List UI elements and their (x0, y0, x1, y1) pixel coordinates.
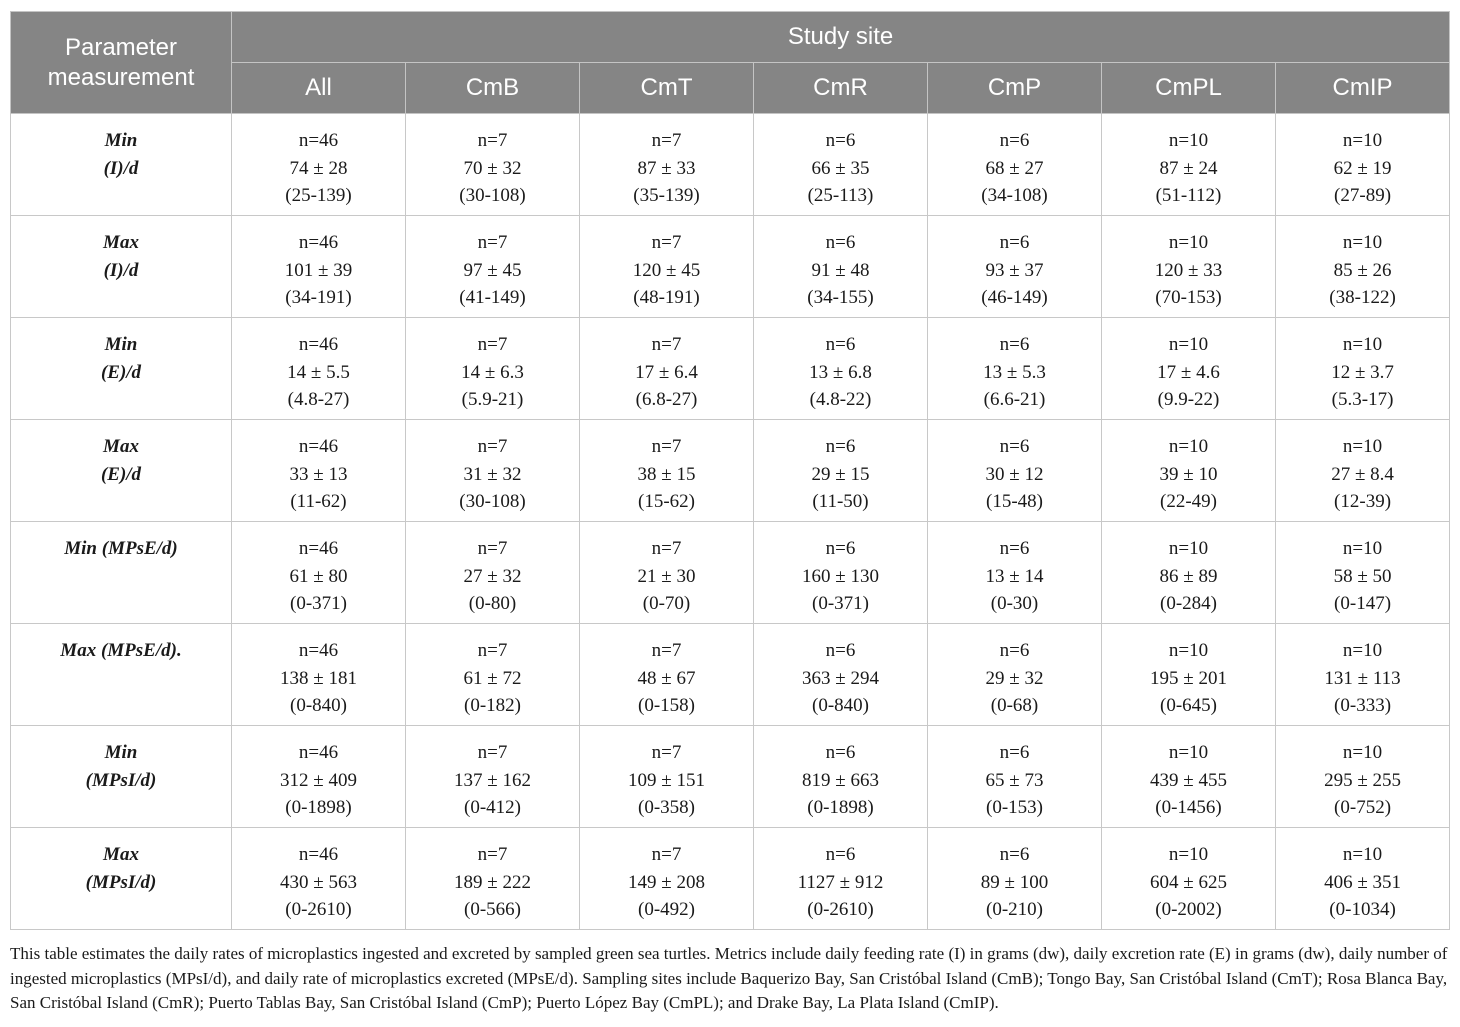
parameter-header (11, 12, 232, 114)
mean-sd: 48 ± 67 (637, 667, 696, 689)
table-cell-cmp (928, 828, 1102, 930)
table-row (11, 522, 1450, 624)
sample-size: n=7 (477, 334, 508, 355)
sample-size: n=10 (1168, 130, 1209, 151)
mean-sd: 91 ± 48 (811, 259, 870, 281)
range: (0-210) (986, 899, 1043, 920)
sample-size: n=46 (298, 538, 339, 559)
site-header-all: All (232, 63, 406, 114)
table-cell-cmt (580, 420, 754, 522)
table-cell-cmip (1276, 522, 1450, 624)
mean-sd: 439 ± 455 (1150, 769, 1227, 791)
range: (0-1034) (1329, 899, 1396, 920)
sample-size: n=10 (1342, 640, 1383, 661)
table-cell-cmpl (1102, 828, 1276, 930)
range: (6.8-27) (635, 389, 698, 410)
range: (0-840) (812, 695, 869, 716)
sample-size: n=7 (477, 538, 508, 559)
range: (5.3-17) (1331, 389, 1394, 410)
table-cell-cmp (928, 318, 1102, 420)
table-cell-cmb (406, 522, 580, 624)
table-row (11, 828, 1450, 930)
sample-size: n=6 (999, 844, 1030, 865)
table-cell-cmpl (1102, 726, 1276, 828)
sample-size: n=7 (651, 436, 682, 457)
table-cell-cmb (406, 216, 580, 318)
range: (11-62) (290, 491, 347, 512)
mean-sd: 17 ± 6.4 (635, 361, 698, 383)
sample-size: n=10 (1168, 844, 1209, 865)
table-cell-all (232, 624, 406, 726)
parameter-header-line2: measurement (47, 63, 195, 91)
range: (6.6-21) (983, 389, 1046, 410)
sample-size: n=7 (477, 232, 508, 253)
table-cell-cmip (1276, 318, 1450, 420)
sample-size: n=46 (298, 436, 339, 457)
sample-size: n=10 (1342, 232, 1383, 253)
sample-size: n=7 (477, 130, 508, 151)
sample-size: n=10 (1342, 334, 1383, 355)
table-cell-cmr (754, 318, 928, 420)
mean-sd: 68 ± 27 (985, 157, 1044, 179)
sample-size: n=6 (999, 640, 1030, 661)
mean-sd: 33 ± 13 (289, 463, 348, 485)
range: (22-49) (1160, 491, 1217, 512)
table-cell-cmpl (1102, 318, 1276, 420)
mean-sd: 819 ± 663 (802, 769, 879, 791)
mean-sd: 97 ± 45 (463, 259, 522, 281)
range: (0-333) (1334, 695, 1392, 716)
mean-sd: 295 ± 255 (1324, 769, 1401, 791)
row-label (11, 522, 232, 624)
table-cell-cmp (928, 726, 1102, 828)
sample-size: n=6 (825, 742, 856, 763)
sample-size: n=6 (999, 742, 1030, 763)
sample-size: n=6 (825, 844, 856, 865)
table-cell-all (232, 114, 406, 216)
row-label (11, 216, 232, 318)
table-row (11, 114, 1450, 216)
site-header-cmr: CmR (754, 63, 928, 114)
microplastics-table (10, 11, 1450, 930)
mean-sd: 21 ± 30 (637, 565, 696, 587)
mean-sd: 120 ± 33 (1154, 259, 1223, 281)
study-site-header: Study site (232, 12, 1450, 63)
mean-sd: 12 ± 3.7 (1331, 361, 1394, 383)
table-cell-cmpl (1102, 216, 1276, 318)
mean-sd: 66 ± 35 (811, 157, 870, 179)
range: (0-371) (290, 593, 347, 614)
mean-sd: 101 ± 39 (284, 259, 353, 281)
range: (0-2610) (807, 899, 874, 920)
row-label-line: Max (103, 844, 139, 865)
mean-sd: 87 ± 33 (637, 157, 696, 179)
range: (0-566) (464, 899, 521, 920)
mean-sd: 74 ± 28 (289, 157, 348, 179)
mean-sd: 13 ± 5.3 (983, 361, 1046, 383)
range: (0-358) (638, 797, 695, 818)
table-cell-all (232, 318, 406, 420)
mean-sd: 89 ± 100 (980, 871, 1049, 893)
site-header-cmb: CmB (406, 63, 580, 114)
range: (0-153) (986, 797, 1043, 818)
sample-size: n=46 (298, 130, 339, 151)
sample-size: n=7 (651, 640, 682, 661)
sample-size: n=46 (298, 844, 339, 865)
table-cell-cmt (580, 624, 754, 726)
table-row (11, 318, 1450, 420)
mean-sd: 70 ± 32 (463, 157, 522, 179)
mean-sd: 14 ± 5.5 (287, 361, 350, 383)
mean-sd: 13 ± 6.8 (809, 361, 872, 383)
sample-size: n=10 (1168, 538, 1209, 559)
table-cell-cmt (580, 216, 754, 318)
row-label-line: Max (103, 232, 139, 253)
mean-sd: 93 ± 37 (985, 259, 1044, 281)
sample-size: n=7 (477, 844, 508, 865)
sample-size: n=10 (1342, 538, 1383, 559)
mean-sd: 58 ± 50 (1333, 565, 1392, 587)
mean-sd: 30 ± 12 (985, 463, 1044, 485)
range: (0-412) (464, 797, 521, 818)
range: (25-139) (285, 185, 352, 206)
mean-sd: 13 ± 14 (985, 565, 1044, 587)
table-cell-cmip (1276, 624, 1450, 726)
mean-sd: 87 ± 24 (1159, 157, 1218, 179)
row-label-line: (E)/d (100, 463, 142, 485)
sample-size: n=46 (298, 640, 339, 661)
range: (0-492) (638, 899, 695, 920)
range: (12-39) (1334, 491, 1392, 512)
table-body (11, 114, 1450, 930)
row-label-line: Min (104, 334, 138, 355)
sample-size: n=7 (651, 742, 682, 763)
mean-sd: 131 ± 113 (1324, 667, 1401, 689)
row-label-line: (I)/d (103, 259, 139, 281)
range: (51-112) (1155, 185, 1222, 206)
mean-sd: 149 ± 208 (628, 871, 705, 893)
range: (15-62) (638, 491, 695, 512)
range: (15-48) (986, 491, 1043, 512)
range: (0-2610) (285, 899, 352, 920)
sample-size: n=6 (825, 130, 856, 151)
mean-sd: 137 ± 162 (454, 769, 531, 791)
row-label-line: Max (103, 436, 139, 457)
range: (0-1456) (1155, 797, 1222, 818)
sample-size: n=10 (1168, 742, 1209, 763)
table-cell-cmp (928, 624, 1102, 726)
range: (11-50) (812, 491, 869, 512)
sample-size: n=7 (651, 538, 682, 559)
site-header-cmip: CmIP (1276, 63, 1450, 114)
mean-sd: 189 ± 222 (454, 871, 531, 893)
mean-sd: 312 ± 409 (280, 769, 357, 791)
table-cell-cmip (1276, 828, 1450, 930)
mean-sd: 195 ± 201 (1150, 667, 1227, 689)
mean-sd: 109 ± 151 (628, 769, 705, 791)
table-cell-cmt (580, 828, 754, 930)
sample-size: n=10 (1168, 436, 1209, 457)
table-cell-cmr (754, 828, 928, 930)
sample-size: n=6 (999, 130, 1030, 151)
row-label (11, 114, 232, 216)
sample-size: n=6 (999, 232, 1030, 253)
mean-sd: 1127 ± 912 (797, 871, 884, 893)
sample-size: n=46 (298, 742, 339, 763)
mean-sd: 85 ± 26 (1333, 259, 1392, 281)
sample-size: n=7 (651, 334, 682, 355)
range: (0-1898) (807, 797, 874, 818)
table-cell-cmip (1276, 420, 1450, 522)
table-cell-cmip (1276, 216, 1450, 318)
mean-sd: 17 ± 4.6 (1157, 361, 1220, 383)
table-cell-cmt (580, 318, 754, 420)
range: (0-147) (1334, 593, 1392, 614)
mean-sd: 31 ± 32 (463, 463, 522, 485)
range: (70-153) (1155, 287, 1222, 308)
range: (4.8-27) (287, 389, 350, 410)
mean-sd: 430 ± 563 (280, 871, 357, 893)
range: (34-155) (807, 287, 874, 308)
range: (35-139) (633, 185, 700, 206)
table-row (11, 216, 1450, 318)
table-cell-cmb (406, 420, 580, 522)
table-cell-cmb (406, 318, 580, 420)
row-label-line: (MPsI/d) (85, 769, 157, 791)
table-cell-cmpl (1102, 114, 1276, 216)
sample-size: n=46 (298, 232, 339, 253)
table-cell-cmr (754, 216, 928, 318)
table-cell-cmr (754, 114, 928, 216)
table-cell-all (232, 420, 406, 522)
table-cell-all (232, 216, 406, 318)
range: (9.9-22) (1157, 389, 1220, 410)
mean-sd: 61 ± 72 (463, 667, 522, 689)
table-row (11, 420, 1450, 522)
sample-size: n=7 (477, 640, 508, 661)
sample-size: n=10 (1342, 742, 1383, 763)
range: (0-70) (642, 593, 691, 614)
sample-size: n=6 (825, 232, 856, 253)
table-container (10, 11, 1449, 930)
mean-sd: 38 ± 15 (637, 463, 696, 485)
table-cell-cmp (928, 216, 1102, 318)
mean-sd: 406 ± 351 (1324, 871, 1401, 893)
mean-sd: 27 ± 8.4 (1331, 463, 1394, 485)
table-cell-cmip (1276, 726, 1450, 828)
row-label-line: (I)/d (103, 157, 139, 179)
table-row (11, 624, 1450, 726)
sample-size: n=6 (825, 538, 856, 559)
sample-size: n=10 (1168, 640, 1209, 661)
row-label (11, 624, 232, 726)
table-cell-cmb (406, 114, 580, 216)
mean-sd: 86 ± 89 (1159, 565, 1218, 587)
table-cell-cmb (406, 726, 580, 828)
mean-sd: 29 ± 15 (811, 463, 870, 485)
mean-sd: 14 ± 6.3 (461, 361, 524, 383)
table-cell-cmb (406, 624, 580, 726)
table-cell-cmr (754, 420, 928, 522)
sample-size: n=10 (1342, 844, 1383, 865)
range: (0-840) (290, 695, 347, 716)
range: (4.8-22) (809, 389, 872, 410)
row-label (11, 828, 232, 930)
mean-sd: 65 ± 73 (985, 769, 1044, 791)
table-cell-cmp (928, 522, 1102, 624)
range: (46-149) (981, 287, 1048, 308)
range: (0-645) (1160, 695, 1217, 716)
table-cell-cmpl (1102, 420, 1276, 522)
range: (41-149) (459, 287, 526, 308)
range: (0-68) (990, 695, 1039, 716)
site-header-cmpl: CmPL (1102, 63, 1276, 114)
table-cell-cmt (580, 522, 754, 624)
mean-sd: 39 ± 10 (1159, 463, 1218, 485)
row-label-line: Min (104, 742, 138, 763)
range: (0-182) (464, 695, 521, 716)
row-label-line: (MPsI/d) (85, 871, 157, 893)
mean-sd: 160 ± 130 (802, 565, 879, 587)
site-header-cmp: CmP (928, 63, 1102, 114)
table-cell-cmb (406, 828, 580, 930)
sample-size: n=6 (999, 538, 1030, 559)
table-cell-cmt (580, 114, 754, 216)
sample-size: n=6 (825, 334, 856, 355)
sample-size: n=7 (651, 232, 682, 253)
parameter-header-line1: Parameter (64, 33, 178, 61)
sample-size: n=6 (825, 436, 856, 457)
table-footnote: This table estimates the daily rates of microplastics ingested and excreted by sampled green sea turtles. Metrics include daily feeding rate (I) in grams (dw), daily excretion rate (E) in grams (dw), daily number of ingested microplastics (MPsI/d), and daily rate of microplastics excreted (MPsE/d). Sampling sites include Baquerizo Bay, San Cristóbal Island (CmB); Tongo Bay, San Cristóbal Island (CmT); Rosa Blanca Bay, San Cristóbal Island (CmR); Puerto Tablas Bay, San Cristóbal Island (CmP); Puerto López Bay (CmPL); and Drake Bay, La Plata Island (CmIP). (10, 944, 1448, 1012)
range: (30-108) (459, 185, 526, 206)
mean-sd: 120 ± 45 (632, 259, 701, 281)
sample-size: n=10 (1168, 232, 1209, 253)
table-cell-cmt (580, 726, 754, 828)
table-cell-all (232, 726, 406, 828)
range: (5.9-21) (461, 389, 524, 410)
site-header-cmt: CmT (580, 63, 754, 114)
table-cell-cmr (754, 726, 928, 828)
mean-sd: 604 ± 625 (1150, 871, 1227, 893)
sample-size: n=10 (1168, 334, 1209, 355)
sample-size: n=6 (999, 436, 1030, 457)
mean-sd: 61 ± 80 (289, 565, 348, 587)
range: (30-108) (459, 491, 526, 512)
range: (0-752) (1334, 797, 1392, 818)
table-cell-all (232, 828, 406, 930)
range: (0-2002) (1155, 899, 1222, 920)
range: (0-30) (990, 593, 1039, 614)
table-cell-cmr (754, 522, 928, 624)
mean-sd: 62 ± 19 (1333, 157, 1392, 179)
sample-size: n=6 (825, 640, 856, 661)
range: (0-158) (638, 695, 695, 716)
range: (0-284) (1160, 593, 1217, 614)
sample-size: n=7 (477, 742, 508, 763)
row-label (11, 420, 232, 522)
sample-size: n=7 (477, 436, 508, 457)
table-cell-cmp (928, 420, 1102, 522)
row-label-line: Min (MPsE/d) (64, 538, 178, 559)
sample-size: n=7 (651, 844, 682, 865)
row-label (11, 726, 232, 828)
table-cell-cmpl (1102, 624, 1276, 726)
row-label-line: Min (104, 130, 138, 151)
range: (27-89) (1334, 185, 1392, 206)
mean-sd: 363 ± 294 (802, 667, 879, 689)
table-cell-cmp (928, 114, 1102, 216)
table-row (11, 726, 1450, 828)
table-cell-cmr (754, 624, 928, 726)
table-cell-cmip (1276, 114, 1450, 216)
sample-size: n=10 (1342, 130, 1383, 151)
sample-size: n=10 (1342, 436, 1383, 457)
mean-sd: 27 ± 32 (463, 565, 522, 587)
range: (48-191) (633, 287, 700, 308)
range: (25-113) (807, 185, 874, 206)
mean-sd: 29 ± 32 (985, 667, 1044, 689)
mean-sd: 138 ± 181 (280, 667, 357, 689)
sample-size: n=46 (298, 334, 339, 355)
range: (0-1898) (285, 797, 352, 818)
table-cell-cmpl (1102, 522, 1276, 624)
row-label (11, 318, 232, 420)
table-cell-all (232, 522, 406, 624)
row-label-line: Max (MPsE/d). (60, 640, 182, 661)
range: (38-122) (1329, 287, 1396, 308)
range: (0-80) (468, 593, 517, 614)
range: (34-191) (285, 287, 352, 308)
sample-size: n=7 (651, 130, 682, 151)
range: (0-371) (812, 593, 869, 614)
sample-size: n=6 (999, 334, 1030, 355)
row-label-line: (E)/d (100, 361, 142, 383)
range: (34-108) (981, 185, 1048, 206)
